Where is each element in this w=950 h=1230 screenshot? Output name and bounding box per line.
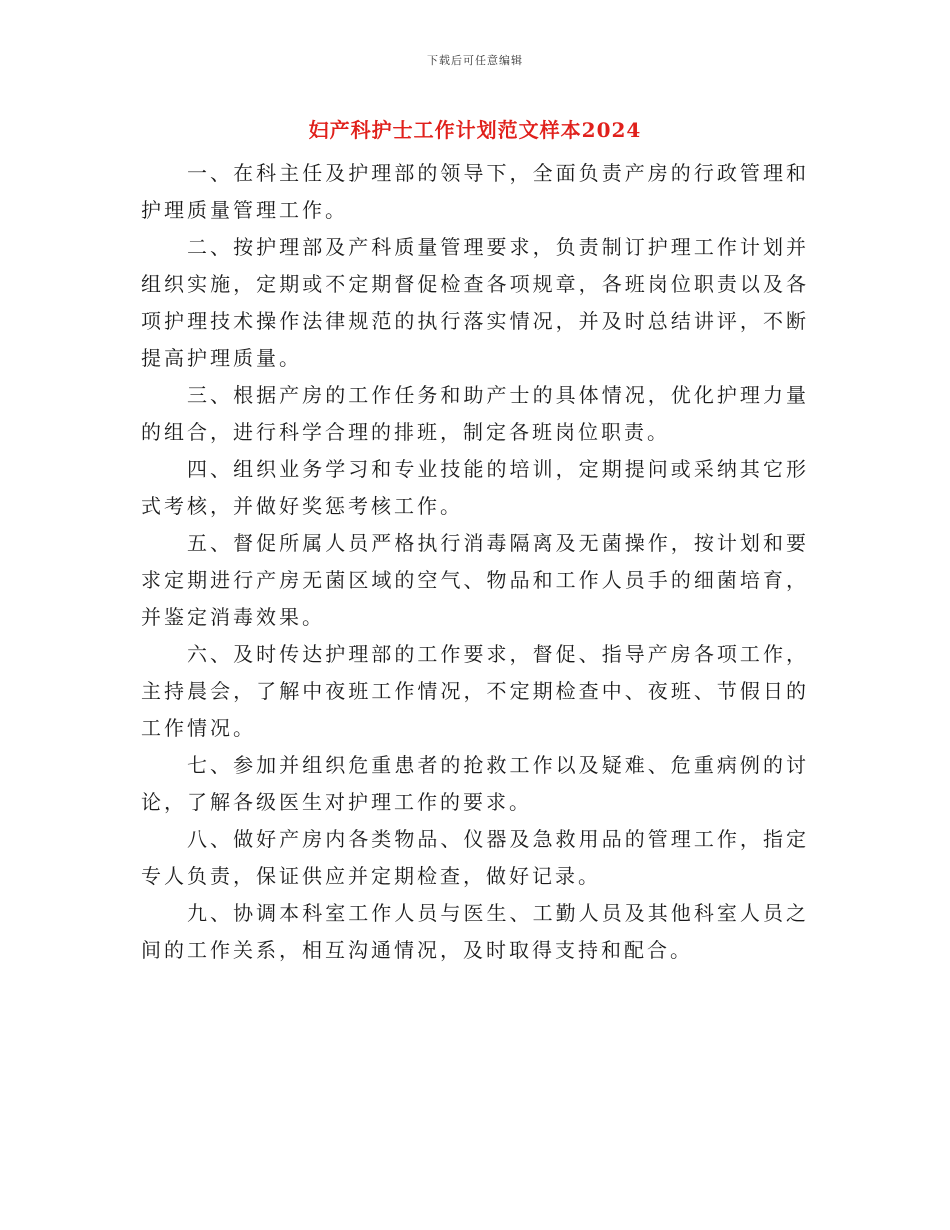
- paragraph-1: 一、在科主任及护理部的领导下，全面负责产房的行政管理和护理质量管理工作。: [141, 161, 809, 222]
- paragraph-7: 七、参加并组织危重患者的抢救工作以及疑难、危重病例的讨论，了解各级医生对护理工作的要求。: [141, 753, 809, 814]
- paragraph-3: 三、根据产房的工作任务和助产士的具体情况，优化护理力量的组合，进行科学合理的排班，制定各班岗位职责。: [141, 383, 809, 444]
- paragraph-5: 五、督促所属人员严格执行消毒隔离及无菌操作，按计划和要求定期进行产房无菌区域的空气、物品和工作人员手的细菌培育，并鉴定消毒效果。: [141, 531, 809, 629]
- paragraph-4: 四、组织业务学习和专业技能的培训，定期提问或采纳其它形式考核，并做好奖惩考核工作。: [141, 457, 809, 518]
- document-title: 妇产科护士工作计划范文样本2024: [308, 118, 642, 142]
- paragraph-6: 六、及时传达护理部的工作要求，督促、指导产房各项工作，主持晨会，了解中夜班工作情况，不定期检查中、夜班、节假日的工作情况。: [141, 642, 809, 740]
- header-note: 下载后可任意编辑: [427, 54, 523, 67]
- paragraph-2: 二、按护理部及产科质量管理要求，负责制订护理工作计划并组织实施，定期或不定期督促检查各项规章，各班岗位职责以及各项护理技术操作法律规范的执行落实情况，并及时总结讲评，不断提高护理质量。: [141, 235, 809, 370]
- paragraph-9: 九、协调本科室工作人员与医生、工勤人员及其他科室人员之间的工作关系，相互沟通情况，及时取得支持和配合。: [141, 901, 809, 962]
- document-body: [141, 155, 809, 969]
- paragraph-8: 八、做好产房内各类物品、仪器及急救用品的管理工作，指定专人负责，保证供应并定期检查，做好记录。: [141, 827, 809, 888]
